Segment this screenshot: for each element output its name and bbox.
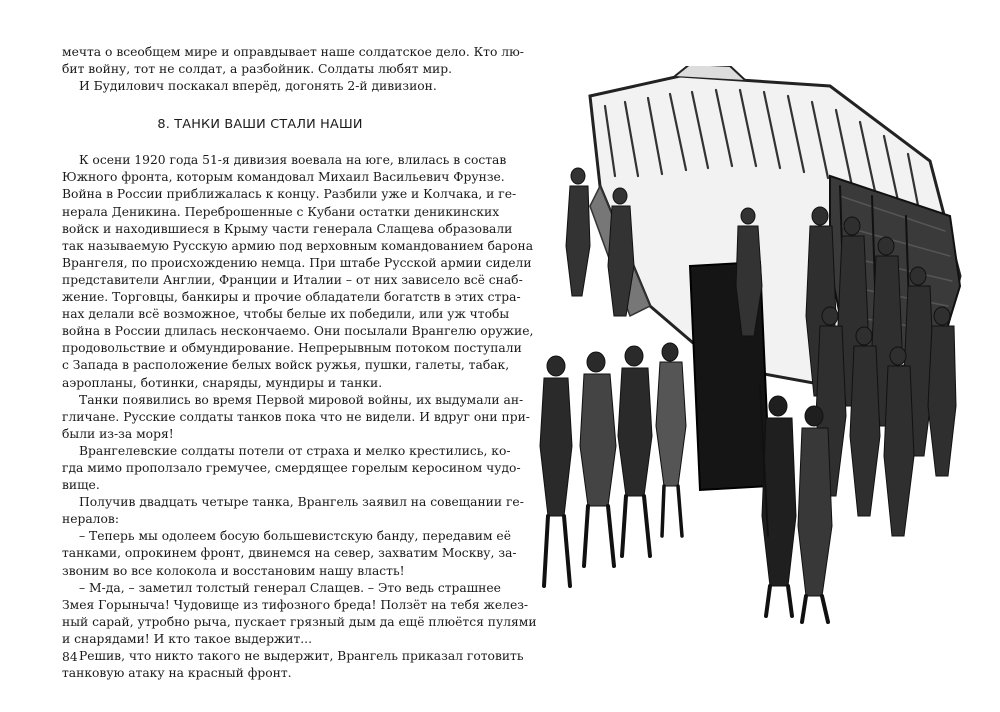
text-line: Южного фронта, которым командовал Михаил Васильевич Фрунзе.: [62, 170, 505, 185]
tank-and-soldiers-illustration: [530, 66, 965, 626]
left-page-text: [62, 44, 537, 682]
text-line: жение. Торговцы, банкиры и прочие обладатели богатств в этих стра-: [62, 290, 521, 305]
text-line: представители Англии, Франции и Италии – от них зависело всё снаб-: [62, 272, 523, 287]
text-line: звоним во все колокола и восстановим нашу власть!: [62, 563, 405, 578]
text-line: Врангеля, по происхождению немца. При штабе Русской армии сидели: [62, 255, 532, 270]
text-line: и снарядами! И кто такое выдержит...: [62, 631, 312, 646]
text-line: Змея Горыныча! Чудовище из тифозного бреда! Ползёт на тебя желез-: [62, 597, 529, 612]
text-line: Война в России приближалась к концу. Разбили уже и Колчака, и ге-: [62, 187, 517, 202]
text-line: К осени 1920 года 51-я дивизия воевала на юге, влилась в состав: [79, 153, 507, 168]
text-line: война в России длилась нескончаемо. Они посылали Врангелю оружие,: [62, 324, 534, 339]
text-line: продовольствие и обмундирование. Непрерывным потоком поступали: [62, 341, 522, 356]
text-line: Решив, что никто такого не выдержит, Врангель приказал готовить: [79, 649, 524, 663]
text-line: – М-да, – заметил толстый генерал Слащев. – Это ведь страшнее: [79, 580, 501, 595]
text-line: аэропланы, ботинки, снаряды, мундиры и танки.: [62, 375, 383, 390]
text-line: И Будилович поскакал вперёд, догонять 2-й дивизион.: [79, 79, 437, 94]
chapter-body: [62, 152, 537, 682]
chapter-title: 8. ТАНКИ ВАШИ СТАЛИ НАШИ: [157, 117, 363, 133]
text-line: нералов:: [62, 512, 119, 527]
text-line: гда мимо проползало гремучее, смердящее горелым керосином чудо-: [62, 460, 521, 475]
text-line: войск и находившиеся в Крыму части генерала Слащева образовали: [62, 221, 513, 236]
text-line: были из-за моря!: [62, 426, 174, 441]
text-line: танковую атаку на красный фронт.: [62, 666, 292, 681]
page-number: 84: [62, 650, 78, 664]
text-line: танками, опрокинем фронт, двинемся на север, захватим Москву, за-: [62, 546, 517, 561]
text-line: Врангелевские солдаты потели от страха и мелко крестились, ко-: [79, 443, 511, 458]
text-line: так называемую Русскую армию под верховным командованием барона: [62, 238, 534, 253]
text-line: мечта о всеобщем мире и оправдывает наше солдатское дело. Кто лю-: [62, 45, 524, 59]
text-line: ный сарай, утробно рыча, пускает грязный дым да ещё плюётся пулями: [62, 614, 537, 629]
text-line: нах делали всё возможное, чтобы белые их победили, или уж чтобы: [62, 307, 510, 322]
text-line: Танки появились во время Первой мировой войны, их выдумали ан-: [79, 392, 524, 407]
text-line: бит войну, тот не солдат, а разбойник. Солдаты любят мир.: [62, 62, 453, 77]
text-line: с Запада в расположение белых войск ружья, пушки, галеты, табак,: [62, 358, 510, 373]
text-line: Получив двадцать четыре танка, Врангель заявил на совещании ге-: [79, 495, 524, 510]
text-line: нерала Деникина. Переброшенные с Кубани остатки деникинских: [62, 204, 500, 219]
text-line: гличане. Русские солдаты танков пока что не видели. И вдруг они при-: [62, 409, 530, 424]
text-line: – Теперь мы одолеем босую большевистскую банду, передавим её: [79, 529, 511, 544]
text-line: вище.: [62, 478, 100, 493]
